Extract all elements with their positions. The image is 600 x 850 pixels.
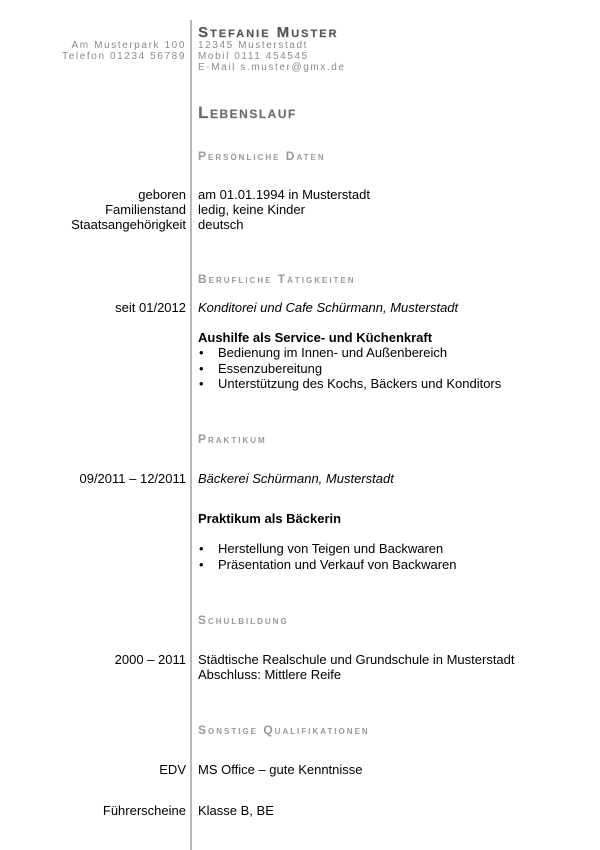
- bullet-icon: •: [199, 360, 204, 376]
- internship-position: Praktikum als Bäckerin: [198, 511, 342, 526]
- phone: Telefon 01234 56789: [62, 51, 186, 62]
- section-heading-work: Berufliche Tätigkeiten: [198, 272, 356, 286]
- school-degree: Abschluss: Mittlere Reife: [198, 667, 342, 682]
- internship-task-list: [198, 541, 456, 572]
- document-title: Lebenslauf: [198, 103, 297, 122]
- bullet-icon: •: [199, 556, 204, 572]
- work-task-list: [198, 345, 501, 392]
- list-item: • Unterstützung des Kochs, Bäckers und Konditors: [199, 376, 502, 391]
- address-block: [62, 40, 186, 62]
- value-nationality: deutsch: [198, 217, 244, 232]
- personal-labels: [71, 187, 186, 232]
- work-date: seit 01/2012: [115, 300, 186, 315]
- work-position: Aushilfe als Service- und Küchenkraft: [198, 330, 433, 345]
- city: 12345 Musterstadt: [198, 40, 309, 51]
- list-item: • Präsentation und Verkauf von Backwaren: [199, 556, 457, 572]
- mobile: Mobil 0111 454545: [198, 51, 309, 62]
- school-date: 2000 – 2011: [114, 652, 186, 667]
- list-item: • Essenzubereitung: [199, 360, 323, 376]
- bullet-icon: •: [199, 376, 204, 391]
- school-details: [198, 652, 515, 682]
- list-item: • Bedienung im Innen- und Außenbereich: [199, 345, 448, 360]
- internship-employer: Bäckerei Schürmann, Musterstadt: [198, 471, 394, 486]
- work-employer: Konditorei und Cafe Schürmann, Musterstadt: [198, 300, 459, 315]
- section-heading-personal: Persönliche Daten: [198, 149, 326, 163]
- section-heading-internship: Praktikum: [198, 432, 267, 446]
- bullet-icon: •: [199, 541, 204, 556]
- value-drivers-license: Klasse B, BE: [198, 803, 274, 818]
- street: Am Musterpark 100: [71, 40, 186, 51]
- value-it-skills: MS Office – gute Kenntnisse: [198, 762, 363, 777]
- vertical-divider-line: [190, 20, 192, 850]
- section-heading-other: Sonstige Qualifikationen: [198, 723, 370, 737]
- value-marital-status: ledig, keine Kinder: [198, 202, 305, 217]
- contact-block: [198, 40, 346, 73]
- list-item: • Herstellung von Teigen und Backwaren: [199, 541, 444, 556]
- school-name: Städtische Realschule und Grundschule in Musterstadt: [198, 652, 515, 667]
- internship-date: 09/2011 – 12/2011: [79, 471, 186, 486]
- email: E-Mail s.muster@gmx.de: [198, 62, 346, 73]
- section-heading-school: Schulbildung: [198, 613, 289, 627]
- label-drivers-license: Führerscheine: [102, 803, 186, 818]
- bullet-icon: •: [199, 345, 204, 360]
- label-born: geboren: [138, 187, 186, 202]
- applicant-name: Stefanie Muster: [198, 24, 339, 41]
- personal-values: [198, 187, 370, 232]
- label-marital-status: Familienstand: [105, 202, 186, 217]
- value-born: am 01.01.1994 in Musterstadt: [198, 187, 370, 202]
- label-it-skills: EDV: [159, 762, 186, 777]
- label-nationality: Staatsangehörigkeit: [71, 217, 186, 232]
